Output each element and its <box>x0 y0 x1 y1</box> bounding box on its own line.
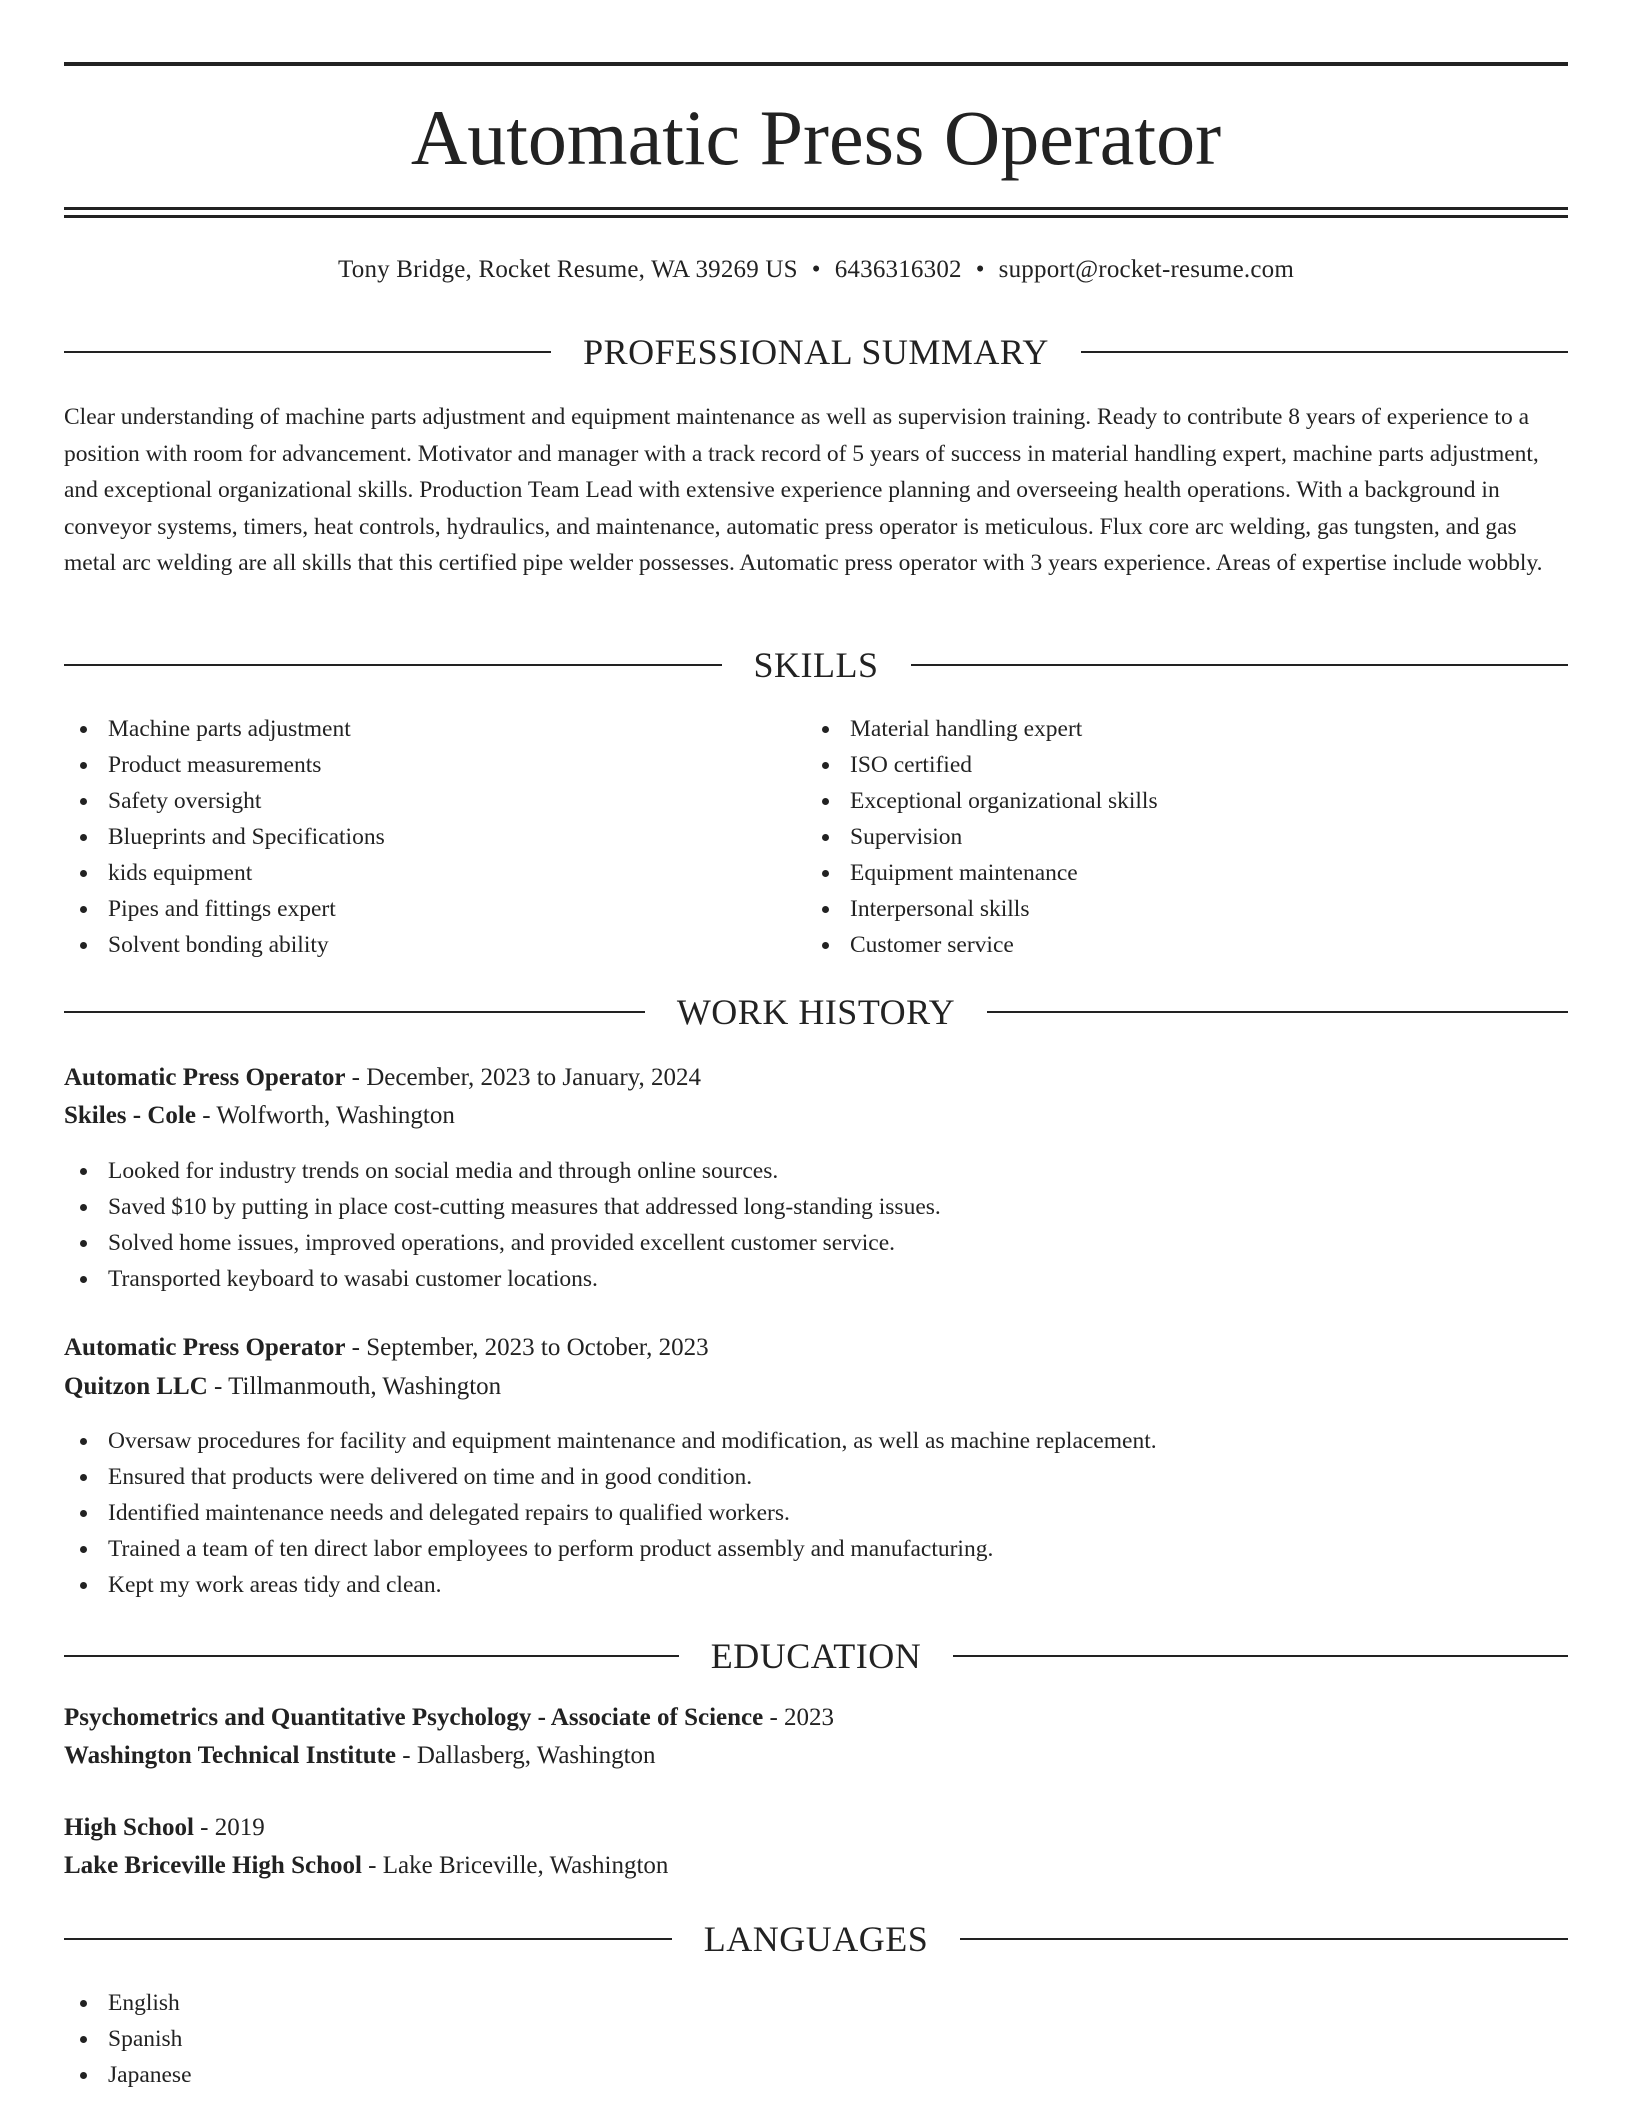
language-item: Spanish <box>64 2021 1568 2057</box>
skill-item: Pipes and fittings expert <box>64 891 804 927</box>
language-item: Japanese <box>64 2057 1568 2093</box>
work-section-header <box>64 992 1568 1032</box>
job-title: Automatic Press Operator <box>64 1334 346 1361</box>
summary-text: Clear understanding of machine parts adjustment and equipment maintenance as well as supervision training. Ready to contribute 8 years of experience to a position with room for advancement. Motivator and manager with a track record of 5 years of success in material handling expert, machine parts adjustment, and exceptional organizational skills. Production Team Lead with extensive experience planning and overseeing health operations. With a background in conveyor systems, timers, heat controls, hydraulics, and maintenance, automatic press operator is meticulous. Flux core arc welding, gas tungsten, and gas metal arc welding are all skills that this certified pipe welder possesses. Automatic press operator with 3 years experience. Areas of expertise include wobbly. <box>64 404 1543 576</box>
summary-heading: PROFESSIONAL SUMMARY <box>583 332 1049 372</box>
contact-line <box>64 254 1568 286</box>
education-location: - Lake Briceville, Washington <box>361 1852 669 1879</box>
job-dates: - December, 2023 to January, 2024 <box>345 1064 702 1091</box>
education-year: - 2023 <box>763 1704 835 1731</box>
skill-item: kids equipment <box>64 855 804 891</box>
job-duty: Saved $10 by putting in place cost-cutting measures that addressed long-standing issues. <box>64 1189 1568 1225</box>
skill-item: Interpersonal skills <box>806 891 1546 927</box>
skills-list-left <box>64 711 804 963</box>
work-heading: WORK HISTORY <box>676 992 956 1032</box>
job-duty: Transported keyboard to wasabi customer locations. <box>64 1261 1568 1297</box>
education-degree: Psychometrics and Quantitative Psychology - Associate of Science <box>64 1704 764 1731</box>
job-company: Skiles - Cole <box>64 1102 196 1129</box>
skills-section-header <box>64 645 1568 685</box>
title-double-rule-lower <box>64 215 1568 218</box>
job-location: - Tillmanmouth, Washington <box>207 1373 502 1400</box>
job-duty: Trained a team of ten direct labor employees to perform product assembly and manufacturing. <box>64 1531 1568 1567</box>
section-rule <box>987 1011 1568 1013</box>
job-title-line <box>64 1060 1568 1096</box>
skills-heading: SKILLS <box>753 645 879 685</box>
skill-item: Solvent bonding ability <box>64 927 804 963</box>
contact-address: Tony Bridge, Rocket Resume, WA 39269 US <box>338 256 798 283</box>
skill-item: Machine parts adjustment <box>64 711 804 747</box>
skill-item: Equipment maintenance <box>806 855 1546 891</box>
job-duties-list <box>64 1153 1568 1297</box>
section-rule <box>960 1938 1568 1940</box>
contact-separator: • <box>811 256 821 283</box>
skills-list-right <box>806 711 1546 963</box>
language-item: English <box>64 1985 1568 2021</box>
job-company: Quitzon LLC <box>64 1373 208 1400</box>
section-rule <box>64 1011 645 1013</box>
summary-section-header <box>64 332 1568 372</box>
section-rule <box>64 1655 679 1657</box>
education-degree-line <box>64 1810 1568 1846</box>
job-duty: Ensured that products were delivered on time and in good condition. <box>64 1459 1568 1495</box>
job-title: Automatic Press Operator <box>64 1064 346 1091</box>
skill-item: Supervision <box>806 819 1546 855</box>
education-school-line <box>64 1848 1568 1884</box>
section-rule <box>64 1938 672 1940</box>
skill-item: Customer service <box>806 927 1546 963</box>
top-rule <box>64 62 1568 66</box>
education-location: - Dallasberg, Washington <box>396 1742 656 1769</box>
job-duty: Identified maintenance needs and delegated repairs to qualified workers. <box>64 1495 1568 1531</box>
section-rule <box>1081 351 1568 353</box>
skill-item: Material handling expert <box>806 711 1546 747</box>
contact-separator: • <box>975 256 985 283</box>
contact-email: support@rocket-resume.com <box>998 256 1294 283</box>
section-rule <box>911 664 1569 666</box>
skill-item: Exceptional organizational skills <box>806 783 1546 819</box>
job-location: - Wolfworth, Washington <box>195 1102 455 1129</box>
education-degree: High School <box>64 1814 194 1841</box>
job-duties-list <box>64 1423 1568 1603</box>
skill-item: ISO certified <box>806 747 1546 783</box>
job-duty: Kept my work areas tidy and clean. <box>64 1567 1568 1603</box>
section-rule <box>64 351 551 353</box>
job-company-line <box>64 1098 1568 1134</box>
section-rule <box>64 664 722 666</box>
resume-title: Automatic Press Operator <box>410 94 1222 181</box>
skill-item: Product measurements <box>64 747 804 783</box>
education-year: - 2019 <box>193 1814 265 1841</box>
languages-heading: LANGUAGES <box>703 1919 929 1959</box>
title-double-rule-upper <box>64 207 1568 210</box>
skill-item: Blueprints and Specifications <box>64 819 804 855</box>
education-school: Washington Technical Institute <box>64 1742 397 1769</box>
skill-item: Safety oversight <box>64 783 804 819</box>
job-duty: Looked for industry trends on social media and through online sources. <box>64 1153 1568 1189</box>
education-school: Lake Briceville High School <box>64 1852 362 1879</box>
education-heading: EDUCATION <box>710 1636 922 1676</box>
section-rule <box>953 1655 1568 1657</box>
education-section-header <box>64 1636 1568 1676</box>
contact-phone: 6436316302 <box>834 256 962 283</box>
languages-list <box>64 1985 1568 2093</box>
job-duty: Oversaw procedures for facility and equipment maintenance and modification, as well as machine replacement. <box>64 1423 1568 1459</box>
job-title-line <box>64 1330 1568 1366</box>
job-dates: - September, 2023 to October, 2023 <box>345 1334 709 1361</box>
job-company-line <box>64 1369 1568 1405</box>
job-duty: Solved home issues, improved operations, and provided excellent customer service. <box>64 1225 1568 1261</box>
education-degree-line <box>64 1700 1568 1736</box>
languages-section-header <box>64 1919 1568 1959</box>
education-school-line <box>64 1738 1568 1774</box>
